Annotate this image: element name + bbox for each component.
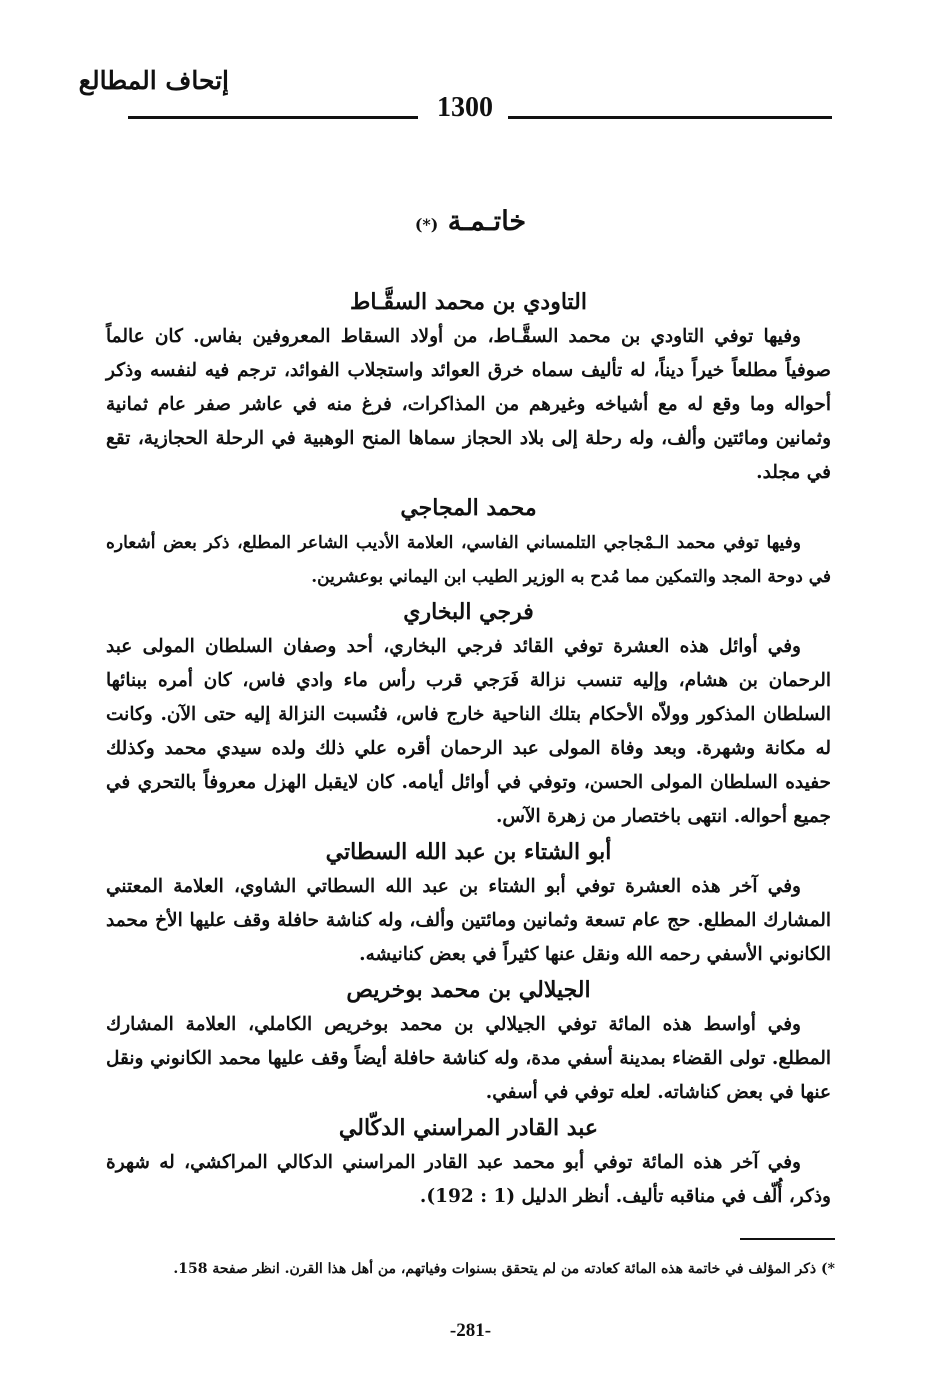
- header-rule-right: [508, 116, 832, 119]
- entry-muhammad-mjaji: [106, 490, 831, 594]
- body-text: [106, 284, 831, 1214]
- book-title: إتحاف المطالع: [78, 66, 229, 95]
- entry-paragraph: وفيها توفي التاودي بن محمد السقَّـاط، من أولاد السقاط المعروفين بفاس. كان عالماً صوفياً مطلعاً خيراً ديناً، له تأليف سماه خرق العوائد واستجلاب الفوائد، ترجم فيه لنفسه وذكر أحواله وما وقع له مع أشياخه وغيرهم من المذاكرات، فرغ منه في عاشر صفر عام ثمانية وثمانين ومائتين وألف، وله رحلة إلى بلاد الحجاز سماها المنح الوهبية في الرحلة الحجازية، تقع في مجلد.: [106, 326, 831, 483]
- entry-tawdi-saqqat: [106, 284, 831, 490]
- entry-faraji-bukhari: [106, 594, 831, 834]
- entry-heading: الجيلالي بن محمد بوخريص: [346, 977, 591, 1003]
- footnote: *) ذكر المؤلف في خاتمة هذه المائة كعادته من لم يتحقق بسنوات وفياتهم، من أهل هذا القرن. انظر صفحة 158.: [173, 1261, 835, 1277]
- page-number: -281-: [449, 1320, 492, 1341]
- entry-jilali-bukhris: [106, 972, 831, 1110]
- entry-heading: التاودي بن محمد السقَّـاط: [350, 289, 587, 315]
- footnote-rule: [740, 1238, 835, 1240]
- entry-paragraph: وفي آخر هذه المائة توفي أبو محمد عبد القادر المراسني الدكالي المراكشي، له شهرة وذكر، أُلّف في مناقبه تأليف. أنظر الدليل (1 : 192).: [106, 1152, 831, 1207]
- entry-paragraph: وفي أوائل هذه العشرة توفي القائد فرجي البخاري، أحد وصفان السلطان المولى عبد الرحمان بن هشام، وإليه تنسب نزالة فَرَجي قرب رأس ماء وادي فاس، كان أمره ببنائها السلطان المذكور وولاّه الأحكام بتلك الناحية خارج فاس، فنُسبت النزالة إليه حتى الآن. وكانت له مكانة وشهرة. وبعد وفاة المولى عبد الرحمان أقره علي ذلك ولده سيدي محمد وكذلك حفيده السلطان المولى الحسن، وتوفي في أوائل أيامه. كان لايقبل الهزل معروفاً بالتحري في جميع أحواله. انتهى باختصار من زهرة الآس.: [106, 636, 831, 827]
- entry-paragraph: وفي آخر هذه العشرة توفي أبو الشتاء بن عبد الله السطاتي الشاوي، العلامة المعتني المشارك المطلع. حج عام تسعة وثمانين ومائتين وألف، وله كناشة حافلة وقف عليها الأخ محمد الكانوني الأسفي رحمه الله ونقل عنها كثيراً في بعض كنانيشه.: [106, 876, 831, 965]
- running-head: [128, 92, 832, 128]
- entry-heading: أبو الشتاء بن عبد الله السطاتي: [325, 839, 612, 865]
- entry-heading: فرجي البخاري: [403, 599, 534, 625]
- entry-paragraph: وفي أواسط هذه المائة توفي الجيلالي بن محمد بوخريص الكاملي، العلامة المشارك المطلع. تولى القضاء بمدينة أسفي مدة، وله كناشة حافلة أيضاً وقف عليها محمد الكانوني ونقل عنها في بعض كناشاته. لعله توفي في أسفي.: [106, 1014, 831, 1103]
- header-rule-left: [128, 116, 418, 119]
- footnote-marker: (*): [414, 215, 439, 234]
- entry-heading: عبد القادر المراسني الدكّالي: [338, 1115, 599, 1141]
- chapter-title: [0, 206, 941, 237]
- entry-paragraph: وفيها توفي محمد الـمْجاجي التلمساني الفاسي، العلامة الأديب الشاعر المطلع، ذكر بعض أشعاره في دوحة المجد والتمكين مما مُدح به الوزير الطيب ابن اليماني بوعشرين.: [106, 533, 831, 587]
- year-heading: 1300: [437, 92, 493, 123]
- chapter-title-text: خاتـمـة: [447, 206, 527, 237]
- entry-heading: محمد المجاجي: [400, 495, 537, 521]
- entry-abu-shita-settati: [106, 834, 831, 972]
- entry-abdelkader-marasni: [106, 1110, 831, 1214]
